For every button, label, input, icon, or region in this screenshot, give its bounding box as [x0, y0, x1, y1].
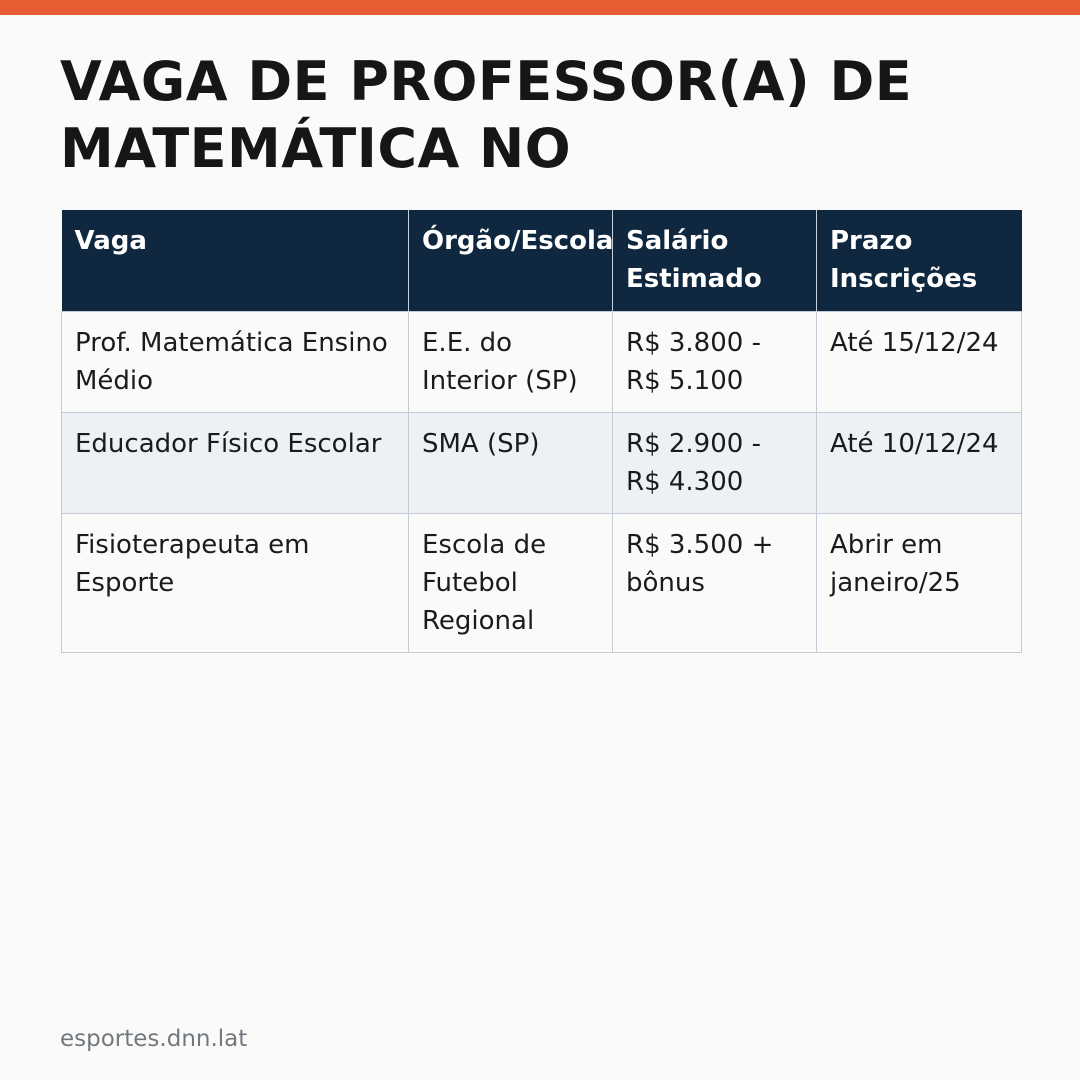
column-header-orgao: Órgão/Escola [409, 210, 613, 311]
page-title: VAGA DE PROFESSOR(A) DE MATEMÁTICA NO [60, 50, 913, 180]
cell-orgao: E.E. do Interior (SP) [409, 311, 613, 412]
table-row [62, 513, 1022, 652]
cell-prazo: Até 10/12/24 [817, 412, 1022, 513]
cell-prazo: Abrir em janeiro/25 [817, 513, 1022, 652]
jobs-table [61, 210, 1022, 653]
cell-salario: R$ 3.500 + bônus [613, 513, 817, 652]
cell-prazo: Até 15/12/24 [817, 311, 1022, 412]
column-header-prazo: Prazo Inscrições [817, 210, 1022, 311]
footer-source: esportes.dnn.lat [60, 1026, 248, 1052]
cell-vaga: Fisioterapeuta em Esporte [62, 513, 409, 652]
cell-orgao: Escola de Futebol Regional [409, 513, 613, 652]
cell-orgao: SMA (SP) [409, 412, 613, 513]
column-header-vaga: Vaga [62, 210, 409, 311]
table-row [62, 311, 1022, 412]
column-header-salario: Salário Estimado [613, 210, 817, 311]
cell-vaga: Educador Físico Escolar [62, 412, 409, 513]
top-accent-bar [0, 0, 1080, 15]
cell-vaga: Prof. Matemática Ensino Médio [62, 311, 409, 412]
table-row [62, 412, 1022, 513]
cell-salario: R$ 3.800 - R$ 5.100 [613, 311, 817, 412]
cell-salario: R$ 2.900 - R$ 4.300 [613, 412, 817, 513]
table-header-row [62, 210, 1022, 311]
